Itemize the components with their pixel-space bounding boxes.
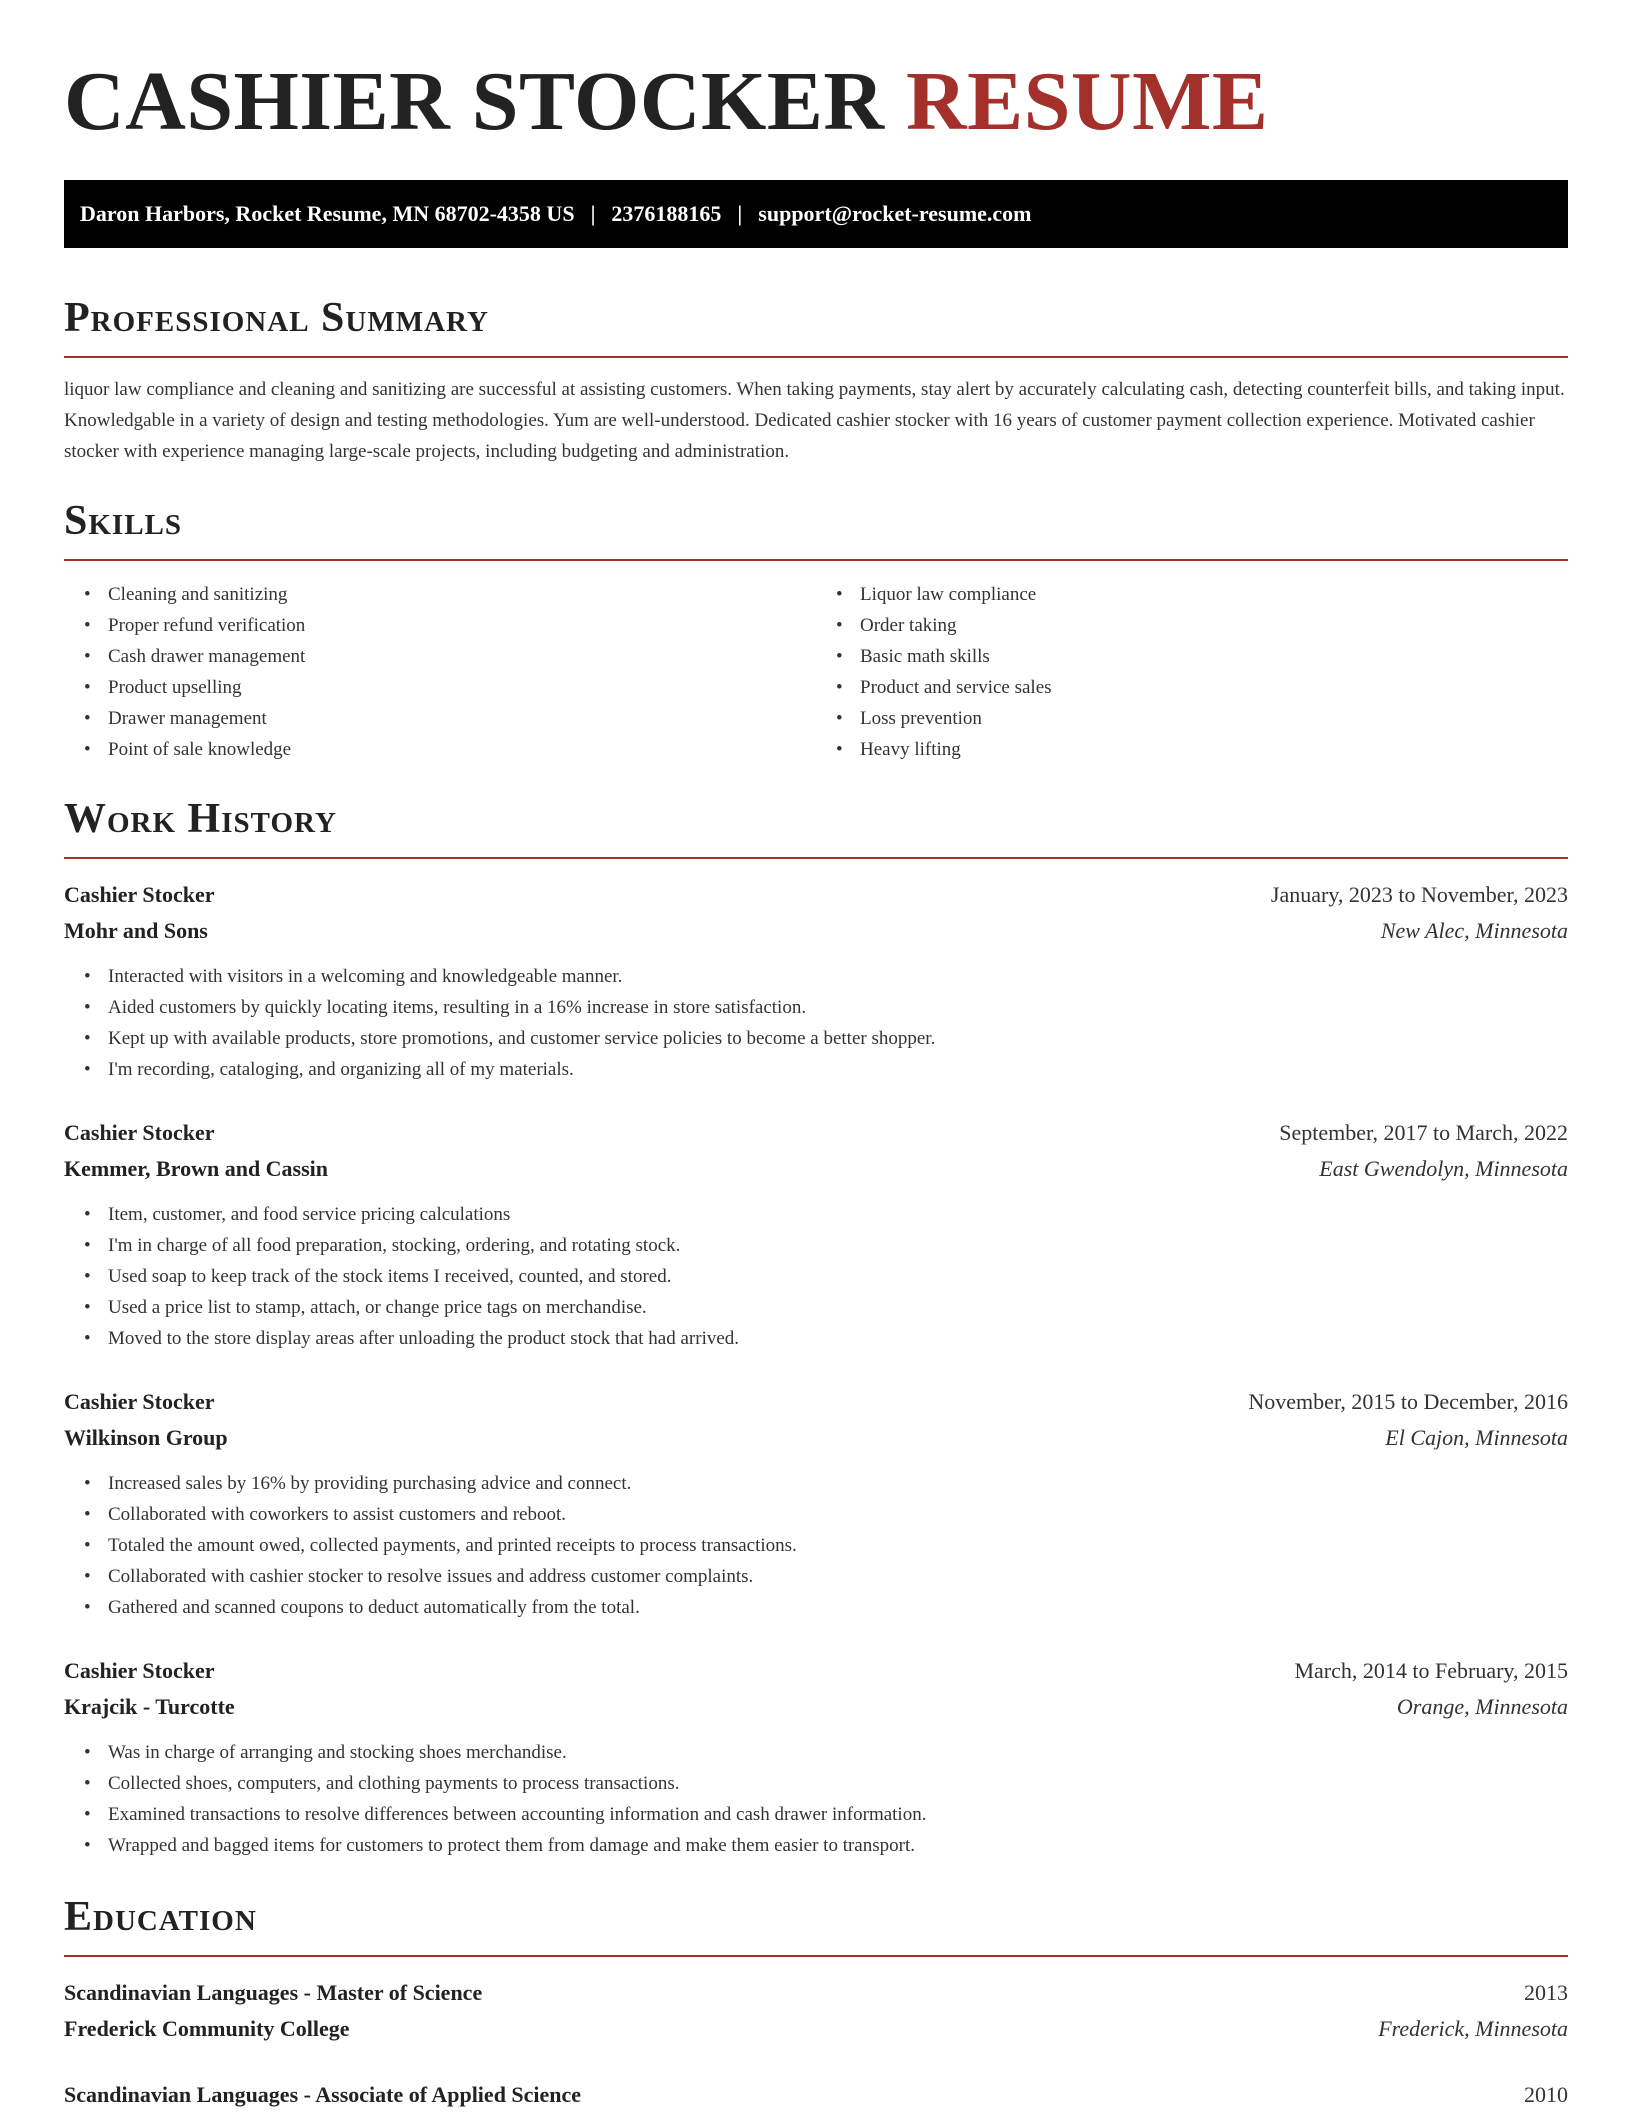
job-company: Krajcik - Turcotte (64, 1694, 235, 1719)
job-duty: • Increased sales by 16% by providing purchasing advice and connect. (108, 1468, 1568, 1499)
job-duty: • Used a price list to stamp, attach, or change price tags on merchandise. (108, 1292, 1568, 1323)
job-company-row (64, 1689, 1568, 1725)
job-duty: • Totaled the amount owed, collected payments, and printed receipts to process transactions. (108, 1530, 1568, 1561)
job-company-row (64, 1420, 1568, 1456)
job-duty: • I'm recording, cataloging, and organizing all of my materials. (108, 1054, 1568, 1085)
contact-address: Daron Harbors, Rocket Resume, MN 68702-4358 US (80, 201, 575, 226)
skills-heading: Skills (64, 498, 183, 544)
skill-item: • Point of sale knowledge (108, 734, 816, 765)
job-title: Cashier Stocker (64, 882, 215, 907)
job-location: East Gwendolyn, Minnesota (1319, 1156, 1568, 1181)
job-header-row (64, 877, 1568, 913)
job-duties-list (64, 1468, 1568, 1623)
skill-item: • Product upselling (108, 672, 816, 703)
skill-item: • Basic math skills (860, 641, 1568, 672)
skill-item: • Drawer management (108, 703, 816, 734)
skill-item: • Cleaning and sanitizing (108, 579, 816, 610)
document-title (64, 52, 1568, 152)
section-divider (64, 1955, 1568, 1957)
job-dates: September, 2017 to March, 2022 (1279, 1120, 1568, 1145)
job-duty: • Aided customers by quickly locating items, resulting in a 16% increase in store satisfaction. (108, 992, 1568, 1023)
job-company: Mohr and Sons (64, 918, 208, 943)
job-duty: • Collaborated with cashier stocker to resolve issues and address customer complaints. (108, 1561, 1568, 1592)
job-entry (64, 1653, 1568, 1861)
education-entry (64, 1975, 1568, 2047)
contact-separator: | (737, 201, 743, 226)
job-duty: • Collaborated with coworkers to assist customers and reboot. (108, 1499, 1568, 1530)
education-school: Frederick Community College (64, 2016, 350, 2041)
job-location: New Alec, Minnesota (1380, 918, 1568, 943)
job-duty: • Moved to the store display areas after unloading the product stock that had arrived. (108, 1323, 1568, 1354)
job-duty: • Was in charge of arranging and stocking shoes merchandise. (108, 1737, 1568, 1768)
skill-item: • Proper refund verification (108, 610, 816, 641)
work-history-section (64, 793, 1568, 1861)
education-year: 2013 (1524, 1980, 1568, 2005)
education-section (64, 1891, 1568, 2113)
job-duty: • Examined transactions to resolve differences between accounting information and cash drawer information. (108, 1799, 1568, 1830)
job-duty: • Kept up with available products, store promotions, and customer service policies to become a better shopper. (108, 1023, 1568, 1054)
education-location: Frederick, Minnesota (1378, 2016, 1568, 2041)
job-duty: • Gathered and scanned coupons to deduct automatically from the total. (108, 1592, 1568, 1623)
job-company-row (64, 913, 1568, 949)
skill-item: • Loss prevention (860, 703, 1568, 734)
skill-item: • Cash drawer management (108, 641, 816, 672)
job-title: Cashier Stocker (64, 1120, 215, 1145)
section-divider (64, 559, 1568, 561)
education-heading: Education (64, 1894, 257, 1940)
job-dates: January, 2023 to November, 2023 (1270, 882, 1568, 907)
contact-separator: | (590, 201, 596, 226)
job-duty: • Wrapped and bagged items for customers to protect them from damage and make them easier to transport. (108, 1830, 1568, 1861)
skills-left-column (64, 579, 816, 765)
skills-right-column (816, 579, 1568, 765)
education-degree: Scandinavian Languages - Associate of Applied Science (64, 2082, 582, 2107)
skill-item: • Order taking (860, 610, 1568, 641)
job-duties-list (64, 961, 1568, 1085)
job-header-row (64, 1115, 1568, 1151)
job-header-row (64, 1653, 1568, 1689)
summary-heading: Professional Summary (64, 295, 489, 341)
job-duty: • Collected shoes, computers, and clothing payments to process transactions. (108, 1768, 1568, 1799)
job-location: El Cajon, Minnesota (1385, 1425, 1568, 1450)
title-main: CASHIER STOCKER (64, 55, 885, 148)
education-degree: Scandinavian Languages - Master of Science (64, 1980, 483, 2005)
job-entry (64, 877, 1568, 1085)
job-title: Cashier Stocker (64, 1389, 215, 1414)
job-entry (64, 1384, 1568, 1623)
job-company-row (64, 1151, 1568, 1187)
job-duty: • Interacted with visitors in a welcoming and knowledgeable manner. (108, 961, 1568, 992)
contact-bar (64, 180, 1568, 248)
skill-item: • Liquor law compliance (860, 579, 1568, 610)
education-header-row (64, 1975, 1568, 2011)
contact-email: support@rocket-resume.com (758, 201, 1032, 226)
section-divider (64, 356, 1568, 358)
education-year: 2010 (1524, 2082, 1568, 2107)
job-duty: • Item, customer, and food service pricing calculations (108, 1199, 1568, 1230)
education-header-row (64, 2077, 1568, 2113)
job-duties-list (64, 1199, 1568, 1354)
title-accent: RESUME (906, 55, 1269, 148)
job-duty: • I'm in charge of all food preparation, stocking, ordering, and rotating stock. (108, 1230, 1568, 1261)
work-history-heading: Work History (64, 796, 337, 842)
education-entry (64, 2077, 1568, 2113)
job-header-row (64, 1384, 1568, 1420)
job-dates: November, 2015 to December, 2016 (1248, 1389, 1568, 1414)
job-company: Kemmer, Brown and Cassin (64, 1156, 329, 1181)
skill-item: • Product and service sales (860, 672, 1568, 703)
job-dates: March, 2014 to February, 2015 (1294, 1658, 1568, 1683)
job-location: Orange, Minnesota (1396, 1694, 1568, 1719)
skills-columns (64, 579, 1568, 765)
job-entry (64, 1115, 1568, 1354)
contact-phone: 2376188165 (611, 201, 722, 226)
skills-section (64, 495, 1568, 765)
skill-item: • Heavy lifting (860, 734, 1568, 765)
summary-text: liquor law compliance and cleaning and sanitizing are successful at assisting customers. When taking payments, stay alert by accurately calculating cash, detecting counterfeit bills, and taking input. Knowledgable in a variety of design and testing methodologies. Yum are well-understood. Dedicated cashier stocker with 16 years of customer payment collection experience. Motivated cashier stocker with experience managing large-scale projects, including budgeting and administration. (64, 379, 1565, 462)
summary-section (64, 292, 1568, 467)
job-duty: • Used soap to keep track of the stock items I received, counted, and stored. (108, 1261, 1568, 1292)
section-divider (64, 857, 1568, 859)
job-title: Cashier Stocker (64, 1658, 215, 1683)
job-duties-list (64, 1737, 1568, 1861)
job-company: Wilkinson Group (64, 1425, 228, 1450)
education-school-row (64, 2011, 1568, 2047)
